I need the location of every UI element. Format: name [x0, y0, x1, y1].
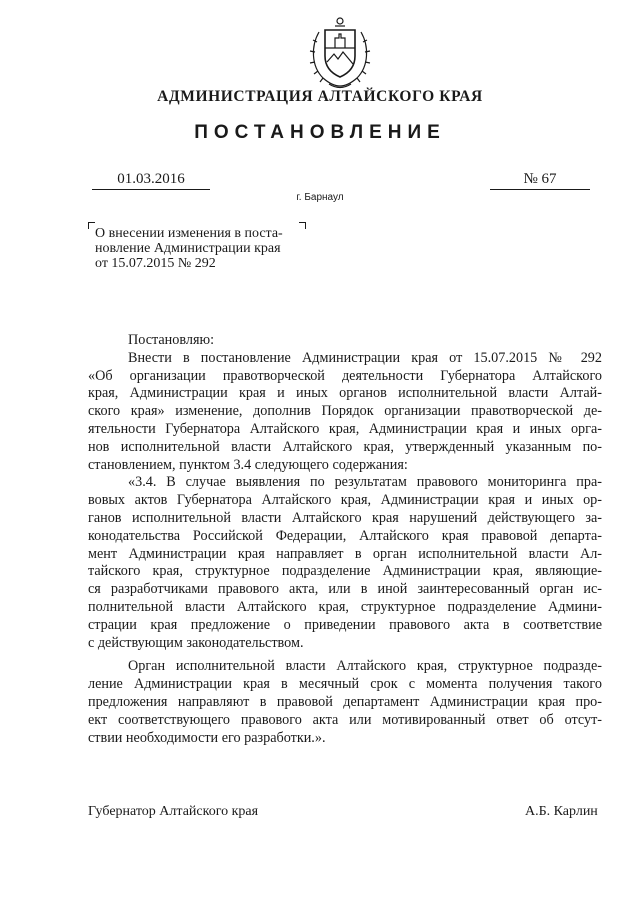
document-date: 01.03.2016 — [92, 171, 210, 190]
body-line: ся разработчиками правового акта, или в иной заинтересованный орган ис- — [88, 581, 602, 598]
body-line: страции края предложение о приведении правового акта в соответствие — [88, 616, 602, 633]
body-line: вовых актов Губернатора Алтайского края, Администрации края и иных ор- — [88, 492, 602, 509]
body-line: ект соответствующего правового акта или мотивированный ответ об отсут- — [88, 711, 602, 728]
signer-title: Губернатор Алтайского края — [88, 804, 259, 819]
body-line: становлением, пунктом 3.4 следующего содержания: — [88, 456, 408, 473]
organization-name: АДМИНИСТРАЦИЯ АЛТАЙСКОГО КРАЯ — [157, 88, 483, 105]
body-line: полнительной власти Алтайского края, структурное подразделение Админи- — [88, 598, 602, 615]
body-line: «Об организации правотворческой деятельности Губернатора Алтайского — [88, 367, 602, 384]
subject-line: от 15.07.2015 № 292 — [95, 256, 216, 271]
body-line: ятельности Губернатора Алтайского края, Администрации края и иных орга- — [88, 420, 602, 437]
body-line: с действующим законодательством. — [88, 634, 304, 651]
document-subject — [95, 226, 310, 271]
body-line: ганов исполнительной власти Алтайского края нарушений действующего за- — [88, 509, 602, 526]
body-line: Орган исполнительной власти Алтайского края, структурное подразде- — [128, 658, 602, 675]
document-type-title: ПОСТАНОВЛЕНИЕ — [194, 122, 446, 143]
body-line: Постановляю: — [128, 332, 215, 348]
body-line: края, Администрации края и иных органов исполнительной власти Алтай- — [88, 385, 602, 402]
body-line: ского края» изменение, дополнив Порядок организации правотворческой де- — [88, 403, 602, 420]
document-city: г. Барнаул — [296, 192, 344, 203]
subject-bracket-left — [88, 222, 95, 229]
body-line: нов исполнительной власти Алтайского края, утвержденный указанным по- — [88, 438, 602, 455]
document-body — [88, 332, 602, 747]
signer-name: А.Б. Карлин — [525, 804, 598, 819]
body-line: «3.4. В случае выявления по результатам правового мониторинга пра- — [128, 474, 602, 491]
body-line: ление Администрации края в месячный срок с момента получения такого — [88, 676, 602, 693]
altai-krai-coat-of-arms-icon — [305, 12, 375, 92]
body-line: мент Администрации края направляет в орган исполнительной власти Ал- — [88, 545, 602, 562]
body-line: Внести в постановление Администрации края от 15.07.2015 № 292 — [128, 349, 602, 366]
subject-line: О внесении изменения в поста- — [95, 226, 283, 241]
document-number: № 67 — [490, 171, 590, 190]
body-line: конодательства Российской Федерации, Алтайского края правовой департа- — [88, 527, 602, 544]
body-line: предложения направляют в правовой департамент Администрации края про- — [88, 693, 602, 710]
subject-line: новление Администрации края — [95, 241, 281, 256]
body-line: тайского края, структурное подразделение Администрации края, являющие- — [88, 563, 602, 580]
body-line: ствии необходимости его разработки.». — [88, 729, 326, 746]
